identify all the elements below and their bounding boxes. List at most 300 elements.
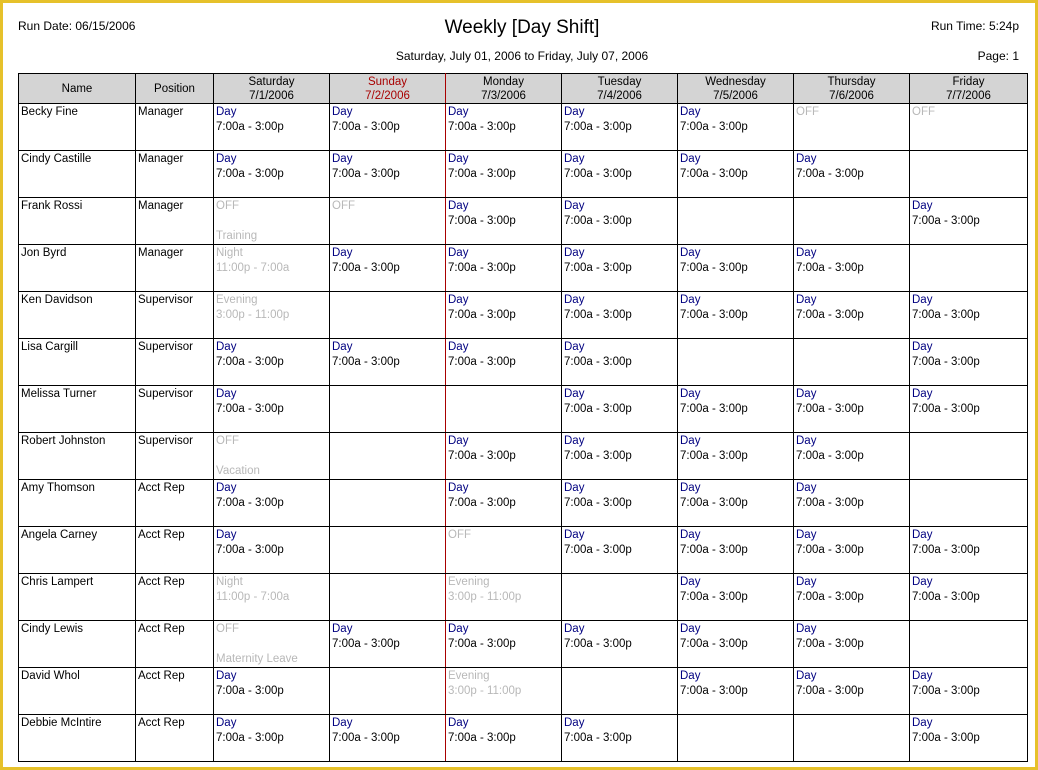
table-row [19,433,1028,480]
employee-name: Chris Lampert [19,574,136,621]
shift-time: 7:00a - 3:00p [448,355,516,368]
employee-name: Frank Rossi [19,198,136,245]
employee-name: Jon Byrd [19,245,136,292]
shift-time: 7:00a - 3:00p [216,402,284,415]
shift-name: Day [680,482,701,494]
shift-name: Day [332,623,353,635]
shift-name: Evening [448,670,490,682]
table-row [19,527,1028,574]
shift-name: Night [216,576,243,588]
shift-name: Day [796,529,817,541]
shift-cell [910,668,1028,715]
shift-time: 7:00a - 3:00p [564,214,632,227]
shift-cell [562,621,678,668]
table-row [19,198,1028,245]
shift-name: Day [332,247,353,259]
table-row [19,621,1028,668]
shift-name: Day [564,153,585,165]
shift-time: 7:00a - 3:00p [796,590,864,603]
shift-time: 7:00a - 3:00p [564,167,632,180]
shift-cell [330,433,446,480]
shift-cell [910,574,1028,621]
table-row [19,292,1028,339]
shift-cell [678,104,794,151]
shift-name: Day [216,717,237,729]
shift-time: 7:00a - 3:00p [332,637,400,650]
shift-cell [446,151,562,198]
shift-cell [910,104,1028,151]
employee-name: Lisa Cargill [19,339,136,386]
run-time: Run Time: 5:24p [930,19,1019,33]
shift-name: OFF [332,200,355,212]
shift-cell [910,339,1028,386]
shift-time: 7:00a - 3:00p [912,308,980,321]
employee-name: Robert Johnston [19,433,136,480]
shift-time: 7:00a - 3:00p [912,543,980,556]
shift-cell [330,480,446,527]
shift-cell [910,386,1028,433]
shift-name: Day [216,106,237,118]
shift-time: 3:00p - 11:00p [448,684,522,697]
shift-cell [794,574,910,621]
shift-cell [446,386,562,433]
shift-time: 7:00a - 3:00p [216,167,284,180]
shift-name: Day [216,482,237,494]
shift-time: 7:00a - 3:00p [332,167,400,180]
shift-name: Day [912,670,933,682]
shift-time: 7:00a - 3:00p [680,261,748,274]
date-range: Saturday, July 01, 2006 to Friday, July 07, 2006 [395,49,649,63]
shift-cell [214,151,330,198]
shift-time: 7:00a - 3:00p [680,590,748,603]
shift-time: 3:00p - 11:00p [448,590,522,603]
shift-cell [446,245,562,292]
shift-cell [214,715,330,762]
shift-name: Day [796,435,817,447]
shift-cell [562,245,678,292]
shift-name: Day [680,247,701,259]
shift-cell [562,104,678,151]
employee-position: Supervisor [136,386,214,433]
shift-time: 7:00a - 3:00p [680,167,748,180]
shift-name: OFF [216,623,239,635]
shift-cell [678,668,794,715]
shift-name: Day [564,623,585,635]
shift-time: 7:00a - 3:00p [564,449,632,462]
shift-cell [678,292,794,339]
shift-time: 7:00a - 3:00p [332,120,400,133]
shift-name: OFF [216,200,239,212]
shift-cell [678,574,794,621]
shift-cell [562,527,678,574]
shift-time: 7:00a - 3:00p [564,402,632,415]
shift-time: 7:00a - 3:00p [796,402,864,415]
shift-cell [446,104,562,151]
shift-name: Day [564,717,585,729]
shift-cell [562,668,678,715]
shift-cell [562,292,678,339]
col-header-position: Position [136,74,214,104]
shift-cell [794,198,910,245]
shift-time: 7:00a - 3:00p [448,731,516,744]
shift-name: Day [564,529,585,541]
shift-name: Day [332,341,353,353]
shift-name: Day [564,294,585,306]
shift-time: 7:00a - 3:00p [796,496,864,509]
shift-cell [678,386,794,433]
employee-position: Acct Rep [136,480,214,527]
col-header-tuesday: Tuesday 7/4/2006 [562,74,678,104]
shift-cell [562,433,678,480]
shift-name: Day [448,247,469,259]
shift-time: 7:00a - 3:00p [564,731,632,744]
shift-cell [910,198,1028,245]
employee-position: Manager [136,104,214,151]
shift-time: 7:00a - 3:00p [564,120,632,133]
employee-position: Manager [136,245,214,292]
employee-name: Amy Thomson [19,480,136,527]
shift-name: Evening [448,576,490,588]
shift-name: OFF [912,106,935,118]
shift-cell [446,433,562,480]
shift-time: 7:00a - 3:00p [680,684,748,697]
shift-name: Day [912,341,933,353]
shift-name: Day [680,153,701,165]
employee-position: Supervisor [136,433,214,480]
shift-time: 7:00a - 3:00p [564,543,632,556]
shift-time: 7:00a - 3:00p [912,684,980,697]
shift-time: 7:00a - 3:00p [680,543,748,556]
shift-time: 7:00a - 3:00p [680,402,748,415]
employee-name: Cindy Castille [19,151,136,198]
shift-time: 7:00a - 3:00p [448,261,516,274]
shift-cell [446,198,562,245]
shift-cell [446,292,562,339]
shift-name: Day [216,670,237,682]
shift-name: OFF [216,435,239,447]
col-header-saturday: Saturday 7/1/2006 [214,74,330,104]
shift-name: Day [912,576,933,588]
shift-note: Maternity Leave [216,653,298,665]
shift-cell [330,621,446,668]
employee-name: Debbie McIntire [19,715,136,762]
shift-name: Day [216,388,237,400]
shift-name: Day [448,294,469,306]
shift-cell [794,104,910,151]
table-row [19,480,1028,527]
shift-cell [794,339,910,386]
employee-position: Supervisor [136,339,214,386]
shift-name: Day [564,435,585,447]
table-row [19,668,1028,715]
shift-note: Vacation [216,465,260,477]
shift-name: Day [796,576,817,588]
shift-cell [214,104,330,151]
shift-cell [330,104,446,151]
shift-name: Day [448,482,469,494]
schedule-table [18,73,1028,762]
run-date: Run Date: 06/15/2006 [18,19,136,33]
shift-cell [214,433,330,480]
shift-cell [910,151,1028,198]
table-row [19,104,1028,151]
schedule-body [19,104,1028,762]
shift-cell [446,480,562,527]
shift-time: 7:00a - 3:00p [564,261,632,274]
shift-name: Day [796,388,817,400]
col-header-thursday: Thursday 7/6/2006 [794,74,910,104]
employee-position: Manager [136,198,214,245]
shift-name: Day [564,200,585,212]
employee-name: Ken Davidson [19,292,136,339]
shift-cell [794,527,910,574]
shift-time: 7:00a - 3:00p [448,449,516,462]
shift-name: Day [448,341,469,353]
shift-cell [910,245,1028,292]
shift-cell [562,151,678,198]
shift-time: 7:00a - 3:00p [216,543,284,556]
shift-cell [214,527,330,574]
shift-cell [330,339,446,386]
shift-cell [794,245,910,292]
shift-cell [214,386,330,433]
col-header-wednesday: Wednesday 7/5/2006 [678,74,794,104]
shift-cell [214,245,330,292]
shift-name: Day [448,435,469,447]
employee-position: Acct Rep [136,668,214,715]
shift-cell [794,151,910,198]
shift-name: Day [912,388,933,400]
employee-position: Manager [136,151,214,198]
shift-name: Day [216,153,237,165]
shift-cell [562,715,678,762]
employee-position: Supervisor [136,292,214,339]
shift-name: Day [448,623,469,635]
shift-time: 7:00a - 3:00p [448,637,516,650]
shift-name: Day [912,717,933,729]
shift-cell [330,668,446,715]
shift-time: 7:00a - 3:00p [680,308,748,321]
employee-position: Acct Rep [136,621,214,668]
shift-time: 7:00a - 3:00p [216,355,284,368]
col-header-monday: Monday 7/3/2006 [446,74,562,104]
shift-cell [214,574,330,621]
shift-time: 7:00a - 3:00p [796,637,864,650]
shift-name: Evening [216,294,258,306]
shift-time: 7:00a - 3:00p [216,731,284,744]
header-row [19,74,1028,104]
shift-name: Day [564,247,585,259]
shift-time: 7:00a - 3:00p [912,214,980,227]
table-row [19,715,1028,762]
shift-cell [794,715,910,762]
shift-cell [910,527,1028,574]
page-number: Page: 1 [977,49,1019,63]
shift-time: 7:00a - 3:00p [796,449,864,462]
shift-name: Day [564,482,585,494]
shift-name: Day [796,482,817,494]
shift-time: 7:00a - 3:00p [912,731,980,744]
shift-cell [330,151,446,198]
table-row [19,574,1028,621]
shift-name: Night [216,247,243,259]
shift-cell [678,480,794,527]
shift-cell [214,621,330,668]
shift-time: 7:00a - 3:00p [796,308,864,321]
shift-name: OFF [796,106,819,118]
shift-name: Day [796,623,817,635]
shift-cell [446,668,562,715]
shift-name: Day [680,576,701,588]
employee-position: Acct Rep [136,527,214,574]
shift-name: Day [448,200,469,212]
shift-time: 7:00a - 3:00p [564,355,632,368]
shift-name: Day [796,153,817,165]
shift-time: 7:00a - 3:00p [448,308,516,321]
shift-time: 7:00a - 3:00p [796,543,864,556]
shift-cell [330,245,446,292]
shift-cell [794,621,910,668]
table-row [19,245,1028,292]
shift-cell [678,198,794,245]
col-header-friday: Friday 7/7/2006 [910,74,1028,104]
shift-name: Day [448,153,469,165]
shift-cell [794,292,910,339]
shift-cell [330,574,446,621]
shift-cell [446,527,562,574]
shift-time: 7:00a - 3:00p [680,496,748,509]
shift-cell [330,198,446,245]
shift-cell [678,621,794,668]
shift-cell [446,621,562,668]
shift-name: Day [680,670,701,682]
col-header-sunday: Sunday 7/2/2006 [330,74,446,104]
shift-cell [330,715,446,762]
shift-name: Day [912,200,933,212]
employee-name: Melissa Turner [19,386,136,433]
shift-name: Day [796,670,817,682]
shift-cell [910,621,1028,668]
shift-cell [794,433,910,480]
shift-time: 7:00a - 3:00p [912,355,980,368]
col-header-name: Name [19,74,136,104]
shift-time: 7:00a - 3:00p [216,684,284,697]
shift-name: Day [680,529,701,541]
shift-time: 7:00a - 3:00p [332,261,400,274]
shift-name: Day [680,623,701,635]
shift-cell [562,386,678,433]
shift-name: Day [912,529,933,541]
employee-name: Cindy Lewis [19,621,136,668]
employee-name: Angela Carney [19,527,136,574]
shift-cell [794,668,910,715]
shift-time: 11:00p - 7:00a [216,590,290,603]
shift-cell [678,339,794,386]
shift-name: Day [332,106,353,118]
shift-time: 7:00a - 3:00p [216,120,284,133]
shift-name: Day [216,341,237,353]
shift-note: Training [216,230,258,242]
employee-name: Becky Fine [19,104,136,151]
shift-time: 7:00a - 3:00p [448,120,516,133]
employee-name: David Whol [19,668,136,715]
shift-name: Day [680,106,701,118]
shift-cell [910,433,1028,480]
shift-time: 11:00p - 7:00a [216,261,290,274]
employee-position: Acct Rep [136,574,214,621]
shift-name: Day [216,529,237,541]
shift-time: 3:00p - 11:00p [216,308,290,321]
shift-time: 7:00a - 3:00p [216,496,284,509]
shift-name: Day [680,435,701,447]
shift-cell [330,292,446,339]
shift-cell [910,292,1028,339]
shift-cell [678,527,794,574]
shift-name: Day [564,106,585,118]
shift-time: 7:00a - 3:00p [680,120,748,133]
shift-time: 7:00a - 3:00p [680,637,748,650]
shift-cell [214,198,330,245]
shift-cell [214,292,330,339]
shift-time: 7:00a - 3:00p [796,684,864,697]
shift-cell [678,245,794,292]
table-row [19,151,1028,198]
shift-cell [678,433,794,480]
shift-name: Day [680,388,701,400]
shift-cell [562,339,678,386]
shift-cell [562,574,678,621]
shift-cell [446,339,562,386]
shift-cell [446,574,562,621]
shift-time: 7:00a - 3:00p [448,167,516,180]
shift-cell [678,715,794,762]
shift-name: Day [332,153,353,165]
shift-name: Day [796,294,817,306]
shift-name: Day [912,294,933,306]
shift-name: OFF [448,529,471,541]
shift-cell [214,668,330,715]
shift-time: 7:00a - 3:00p [796,261,864,274]
shift-cell [678,151,794,198]
employee-position: Acct Rep [136,715,214,762]
shift-cell [562,480,678,527]
shift-name: Day [796,247,817,259]
shift-cell [330,386,446,433]
shift-time: 7:00a - 3:00p [332,355,400,368]
table-row [19,339,1028,386]
shift-cell [910,715,1028,762]
table-row [19,386,1028,433]
shift-time: 7:00a - 3:00p [332,731,400,744]
shift-time: 7:00a - 3:00p [564,496,632,509]
shift-name: Day [564,388,585,400]
shift-time: 7:00a - 3:00p [564,308,632,321]
shift-time: 7:00a - 3:00p [448,496,516,509]
shift-time: 7:00a - 3:00p [912,590,980,603]
shift-name: Day [680,294,701,306]
shift-cell [214,480,330,527]
shift-time: 7:00a - 3:00p [796,167,864,180]
shift-cell [794,480,910,527]
shift-name: Day [448,717,469,729]
shift-cell [794,386,910,433]
shift-name: Day [448,106,469,118]
shift-time: 7:00a - 3:00p [912,402,980,415]
shift-time: 7:00a - 3:00p [680,449,748,462]
shift-name: Day [332,717,353,729]
shift-cell [214,339,330,386]
shift-cell [562,198,678,245]
